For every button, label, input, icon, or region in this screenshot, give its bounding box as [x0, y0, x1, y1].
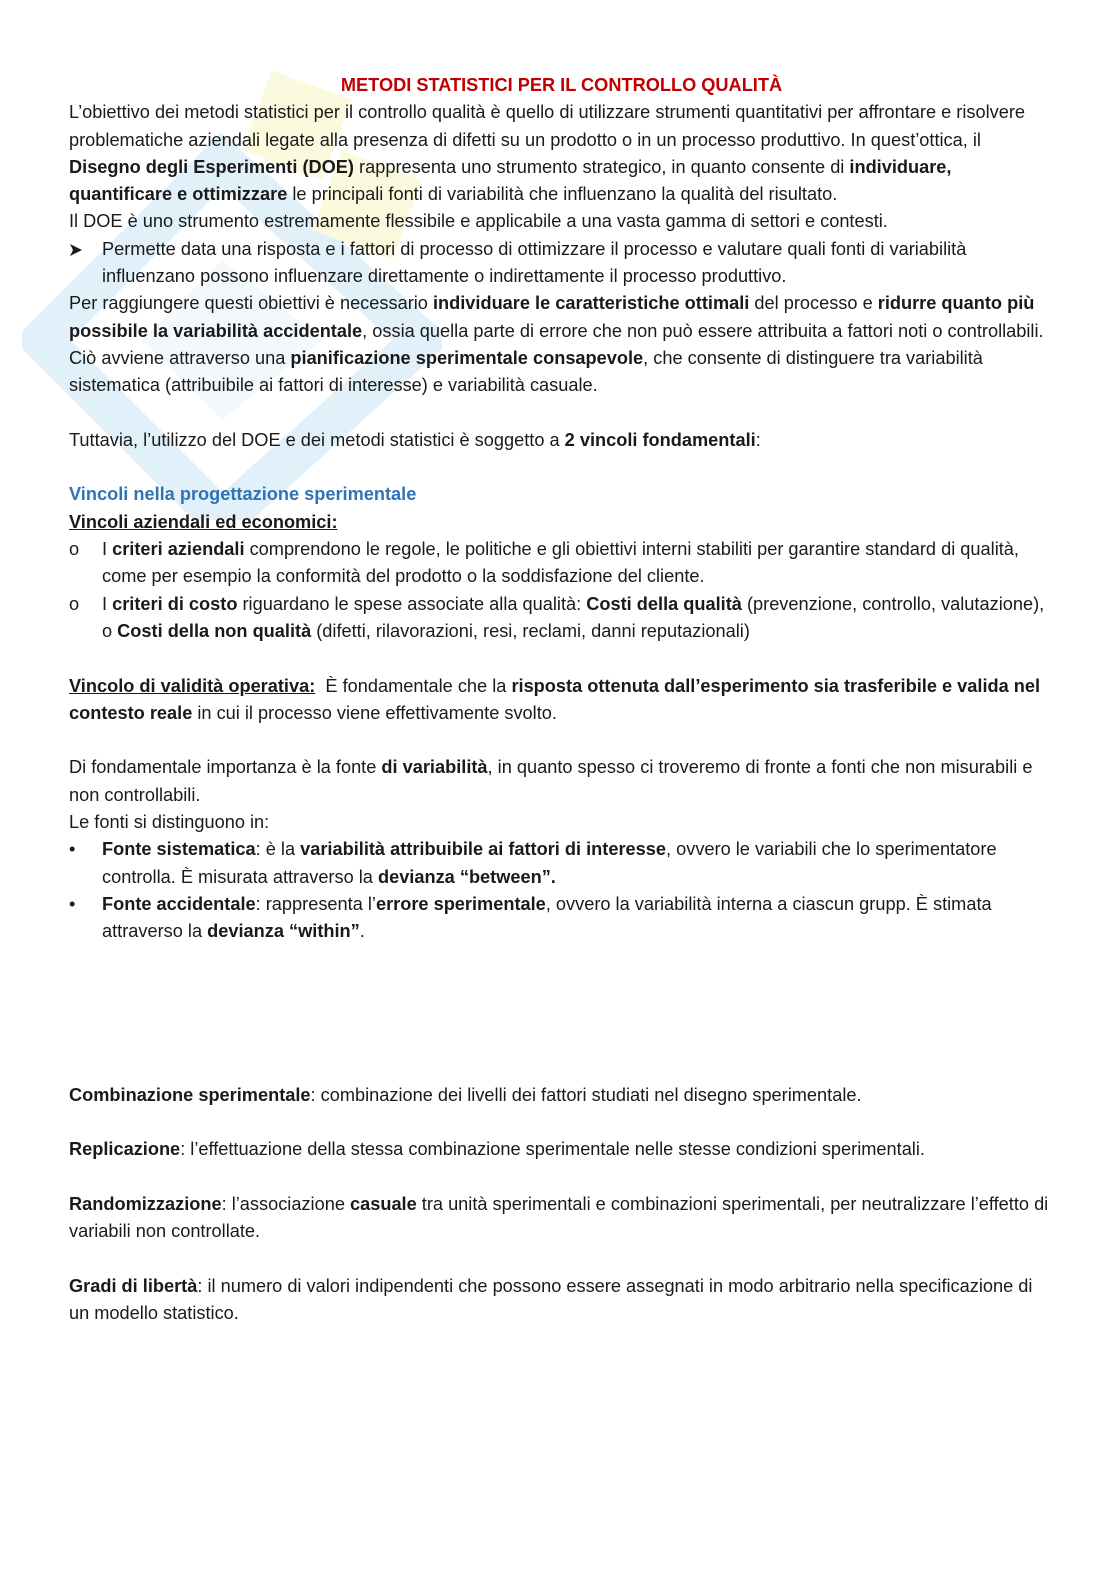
variability-text-1: Di fondamentale importanza è la fonte: [69, 757, 382, 778]
definition-text-1: : l’associazione: [221, 1193, 350, 1214]
source-item-1-term: Fonte sistematica: [102, 839, 256, 860]
sources-intro: Le fonti si distinguono in:: [69, 812, 270, 833]
disc-bullet: •: [69, 893, 76, 914]
definition-text-2: tra unità sperimentali e combinazioni sperimentali, per neutralizzare l’effetto di variabili non controllate.: [69, 1193, 1049, 1241]
definition-text: : il numero di valori indipendenti che possono essere assegnati in modo arbitrario nella specificazione di un modello statistico.: [69, 1275, 1033, 1323]
definition-replicazione: [69, 1136, 1054, 1163]
business-item-2: [69, 591, 1054, 646]
definition-text: : l’effettuazione della stessa combinazione sperimentale nelle stesse condizioni sperimentali.: [180, 1139, 925, 1160]
objectives-paragraph: [69, 290, 1054, 399]
definition-term: Randomizzazione: [69, 1193, 222, 1214]
page-title: METODI STATISTICI PER IL CONTROLLO QUALITÀ: [340, 75, 783, 95]
spacer: [69, 454, 1054, 481]
document-body: [69, 72, 1054, 1327]
business-item-2-text-3: (prevenzione, controllo, valutazione), o: [102, 593, 1045, 641]
source-item-2-text-1: : rappresenta l’: [255, 893, 376, 914]
definition-bold: casuale: [349, 1193, 417, 1214]
definition-text: : combinazione dei livelli dei fattori studiati nel disegno sperimentale.: [310, 1084, 862, 1105]
intro-text-1: L’obiettivo dei metodi statistici per il controllo qualità è quello di utilizzare strumenti quantitativi per affrontare e risolvere problematiche aziendali legate alla presenza di difetti su un prodotto o in un processo produttivo. In quest’ottica, il: [69, 102, 1026, 150]
source-item-2-text-2: , ovvero la variabilità interna a ciascun grupp. È stimata attraverso la: [102, 893, 992, 942]
variability-bold: di variabilità: [381, 757, 488, 778]
intro-text-3: le principali fonti di variabilità che influenzano la qualità del risultato.: [287, 184, 838, 205]
constraints-text-1: Tuttavia, l’utilizzo del DOE e dei metodi statistici è soggetto a: [69, 429, 565, 450]
objectives-bold-2: ridurre quanto più possibile la variabilità accidentale: [69, 293, 1035, 341]
spacer: [69, 645, 1054, 672]
business-item-1-text-2: comprendono le regole, le politiche e gli obiettivi interni stabiliti per garantire standard di qualità, come per esempio la conformità del prodotto o la soddisfazione del cliente.: [102, 539, 1019, 587]
spacer: [69, 1163, 1054, 1190]
disc-bullet: •: [69, 839, 76, 860]
spacer-large: [69, 946, 1054, 1082]
definition-term: Combinazione sperimentale: [69, 1084, 311, 1105]
business-item-2-text-1: I: [102, 593, 113, 614]
validity-paragraph: [69, 673, 1054, 728]
definition-combinazione: [69, 1082, 1054, 1109]
source-item-1-bold-2: variabilità attribuibile ai fattori di interesse: [300, 839, 666, 860]
validity-text-2: in cui il processo viene effettivamente svolto.: [192, 702, 557, 723]
spacer: [69, 727, 1054, 754]
source-item-2-bold-3: devianza “within”: [207, 921, 360, 942]
circle-bullet: o: [69, 539, 80, 560]
objectives-text-2: del processo e: [749, 293, 878, 314]
definition-term: Replicazione: [69, 1139, 181, 1160]
constraints-text-2: :: [755, 429, 761, 450]
intro-text-2: rappresenta uno strumento strategico, in quanto consente di: [353, 156, 850, 177]
business-item-2-bold-2: Costi della qualità: [586, 593, 742, 614]
source-item-2: [69, 891, 1054, 946]
validity-bold: risposta ottenuta dall’esperimento sia trasferibile e valida nel contesto reale: [69, 675, 1041, 723]
intro-paragraph: [69, 99, 1054, 208]
objectives-text-3: , ossia quella parte di errore che non può essere attribuita a fattori noti o controllabili. Ciò avviene attraverso una: [69, 320, 1044, 368]
objectives-bold-3: pianificazione sperimentale consapevole: [290, 347, 644, 368]
constraints-bold: 2 vincoli fondamentali: [564, 429, 756, 450]
circle-bullet: o: [69, 593, 80, 614]
source-item-2-term: Fonte accidentale: [102, 893, 256, 914]
constraints-intro: [69, 427, 1054, 454]
source-item-1: [69, 836, 1054, 891]
definition-randomizzazione: [69, 1191, 1054, 1246]
business-constraints-heading: Vincoli aziendali ed economici:: [69, 511, 338, 532]
arrow-list-item: [69, 236, 1054, 291]
doe-flexibility-line: Il DOE è uno strumento estremamente flessibile e applicabile a una vasta gamma di settori e contesti.: [69, 211, 888, 232]
spacer: [69, 1109, 1054, 1136]
validity-heading: Vincolo di validità operativa:: [69, 675, 316, 696]
source-item-2-text-3: .: [359, 921, 365, 942]
intro-bold-identify: individuare, quantificare e ottimizzare: [69, 156, 952, 205]
business-item-1-text-1: I: [102, 539, 113, 560]
variability-text-2: , in quanto spesso ci troveremo di fronte a fonti che non misurabili e non controllabili.: [69, 757, 1033, 805]
definition-gradi-liberta: [69, 1273, 1054, 1328]
arrow-item-text: Permette data una risposta e i fattori di processo di ottimizzare il processo e valutare quali fonti di variabilità influenzano possono influenzare direttamente o indirettamente il processo produttivo.: [102, 238, 967, 287]
spacer: [69, 400, 1054, 427]
source-item-1-text-2: , ovvero le variabili che lo sperimentatore controlla. È misurata attraverso la: [102, 839, 997, 887]
objectives-text-4: , che consente di distinguere tra variabilità sistematica (attribuibile ai fattori di interesse) e variabilità casuale.: [69, 347, 983, 396]
spacer: [69, 1245, 1054, 1272]
business-item-2-text-2: riguardano le spese associate alla qualità:: [237, 593, 587, 614]
source-item-1-bold-3: devianza “between”.: [377, 866, 556, 887]
business-item-1: [69, 536, 1054, 591]
business-item-1-bold: criteri aziendali: [112, 539, 245, 560]
business-item-2-bold-3: Costi della non qualità: [117, 620, 312, 641]
objectives-text-1: Per raggiungere questi obiettivi è necessario: [69, 293, 433, 314]
business-item-2-bold-1: criteri di costo: [112, 593, 238, 614]
source-item-1-text-1: : è la: [255, 839, 301, 860]
definition-term: Gradi di libertà: [69, 1275, 198, 1296]
business-item-2-text-4: (difetti, rilavorazioni, resi, reclami, danni reputazionali): [311, 620, 750, 641]
variability-paragraph: [69, 754, 1054, 809]
validity-text-1: È fondamentale che la: [315, 675, 512, 696]
objectives-bold-1: individuare le caratteristiche ottimali: [432, 293, 750, 314]
section-heading: Vincoli nella progettazione sperimentale: [69, 484, 417, 505]
source-item-2-bold-2: errore sperimentale: [375, 893, 546, 914]
intro-bold-doe: Disegno degli Esperimenti (DOE): [69, 156, 354, 177]
arrow-bullet-icon: [69, 236, 89, 263]
